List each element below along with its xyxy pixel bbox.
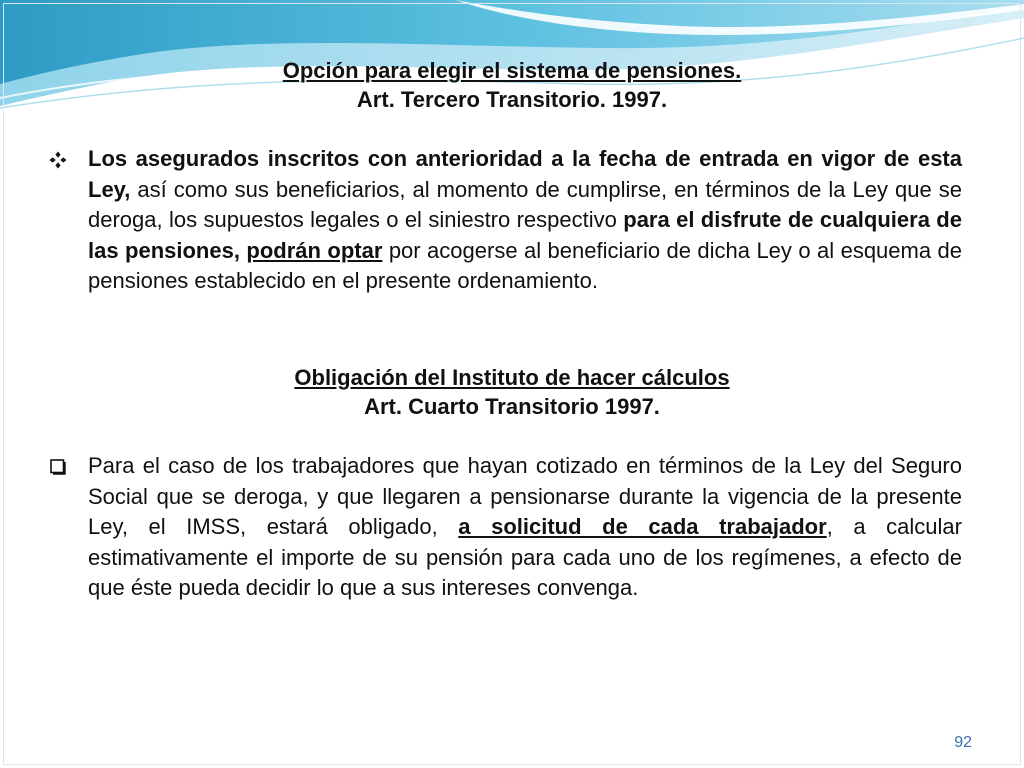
square-bullet-icon xyxy=(48,457,68,477)
heading-2-subtitle: Art. Cuarto Transitorio 1997. xyxy=(364,394,660,419)
bullet-1-text-b: por acogerse al beneficiario de dicha Ley o al esquema de pensiones establecido en el presente ordenamiento. xyxy=(88,237,962,293)
diamond-bullet-icon xyxy=(48,150,68,170)
heading-1-title: Opción para elegir el sistema de pensiones. xyxy=(282,58,742,83)
heading-2-title: Obligación del Instituto de hacer cálculos xyxy=(294,365,730,390)
bullet-1-bold-pensiones: para el disfrute de cualquiera de las pensiones, xyxy=(88,207,962,263)
heading-1-subtitle: Art. Tercero Transitorio. 1997. xyxy=(356,87,668,112)
bullet-paragraph-2 xyxy=(48,451,962,604)
bullet-1-bold-lead: Los asegurados inscritos con anterioridad a la fecha de entrada en vigor de esta Ley, xyxy=(88,146,962,202)
bullet-2-text xyxy=(88,451,962,604)
bullet-2-underlined-solicitud: a solicitud de cada trabajador xyxy=(458,514,827,539)
section-heading-2 xyxy=(0,363,1024,421)
section-heading-1 xyxy=(0,56,1024,114)
bullet-1-underlined-podran-optar: podrán optar xyxy=(246,237,383,263)
bullet-2-text-a: Para el caso de los trabajadores que hayan cotizado en términos de la Ley del Seguro Social que se deroga, y que llegaren a pensionarse durante la vigencia de la presente Ley, el IMSS, estará obligado, xyxy=(88,453,962,539)
page-number: 92 xyxy=(954,734,972,751)
bullet-2-text-b: , a calcular estimativamente el importe de su pensión para cada uno de los regímenes, a efecto de que éste pueda decidir lo que a sus intereses convenga. xyxy=(88,514,962,600)
bullet-1-text-a: así como sus beneficiarios, al momento de cumplirse, en términos de la Ley que se deroga, los supuestos legales o el siniestro respectivo xyxy=(88,176,962,232)
bullet-1-text xyxy=(88,144,962,297)
bullet-paragraph-1 xyxy=(48,144,962,297)
